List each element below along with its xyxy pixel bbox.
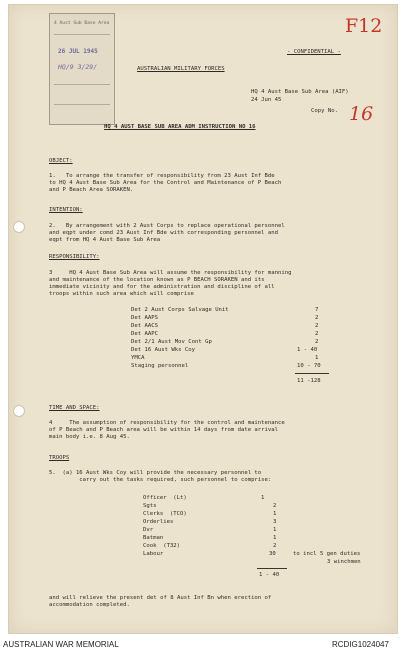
personnel-qty: 1 [261,495,265,501]
unit-qty: 2 [315,331,319,337]
archive-reference: RCDIG1024047 [332,640,389,649]
personnel-row: Clerks (TCO) [143,511,187,517]
personnel-qty: 3 [273,519,277,525]
stamp-ref: HQ/9 3/29/ [58,63,98,71]
copy-number: 16 [349,103,374,125]
stamp-org: 4 Aust Sub Base Area [54,21,110,26]
intention-line-3: eqpt from HQ 4 Aust Base Sub Area [49,237,161,243]
responsibility-line-1: 3 HQ 4 Aust Base Sub Area will assume the responsibility for manning [49,270,292,276]
personnel-qty: 1 [273,511,277,517]
responsibility-heading: RESPONSIBILITY: [49,254,100,260]
personnel-total: 1 - 40 [259,572,280,578]
responsibility-line-2: and maintenance of the location known as P BEACH SORAKEN and its [49,277,265,283]
unit-row: Det 2/1 Aust Mov Cont Gp [131,339,212,345]
archive-footer [0,637,403,653]
units-total-rule [295,373,329,374]
punch-hole-bottom [13,405,25,417]
hq-line: HQ 4 Aust Base Sub Area (AIF) [251,89,349,95]
stamp-date: 26 JUL 1945 [58,48,98,55]
unit-row: YMCA [131,355,145,361]
unit-qty: 1 [315,355,319,361]
issue-date: 24 Jun 45 [251,97,282,103]
personnel-note: to incl 5 gen duties [293,551,361,557]
responsibility-line-4: troops within such area which will comprise [49,291,194,297]
copy-label: Copy No. [311,108,338,114]
unit-row: Det AACS [131,323,158,329]
instruction-title: HQ 4 AUST BASE SUB AREA ADM INSTRUCTION NO 16 [104,124,256,130]
unit-row: Det AAPC [131,331,158,337]
personnel-row: Dvr [143,527,154,533]
time-space-heading: TIME AND SPACE: [49,405,100,411]
personnel-row: Cook (T32) [143,543,181,549]
personnel-qty: 30 [269,551,276,557]
object-heading: OBJECT: [49,158,73,164]
classification: - CONFIDENTIAL - [287,49,341,55]
time-line-2: of P Beach and P Beach area will be within 14 days from date arrival [49,427,279,433]
troops-heading: TROOPS [49,455,70,461]
units-total: 11 -128 [297,378,321,384]
intention-line-2: and eqpt under comd 23 Aust Inf Bde with corresponding personnel and [49,230,279,236]
punch-hole-top [13,221,25,233]
unit-row: Staging personnel [131,363,189,369]
personnel-row: Officer (Lt) [143,495,187,501]
personnel-row: Batman [143,535,164,541]
personnel-row: Labour [143,551,164,557]
archive-name: AUSTRALIAN WAR MEMORIAL [3,640,119,649]
unit-row: Det AAPS [131,315,158,321]
folio-mark: F12 [345,15,383,37]
unit-qty: 10 - 70 [297,363,321,369]
personnel-qty: 1 [273,535,277,541]
unit-row: Det 16 Aust Wks Coy [131,347,195,353]
intention-heading: INTENTION: [49,207,83,213]
unit-qty: 7 [315,307,319,313]
time-line-3: main body i.e. 8 Aug 45. [49,434,130,440]
troops-line-2: carry out the tasks required, such personnel to comprise: [49,477,272,483]
personnel-row: Sgts [143,503,157,509]
organisation-heading: AUSTRALIAN MILITARY FORCES [137,66,225,72]
closing-line-1: and will relieve the present det of 8 Aust Inf Bn when erection of [49,595,272,601]
personnel-qty: 2 [273,543,277,549]
object-line-3: and P Beach Area SORAKEN. [49,187,134,193]
document-page [8,4,398,634]
personnel-row: Orderlies [143,519,174,525]
unit-qty: 2 [315,323,319,329]
personnel-qty: 2 [273,503,277,509]
unit-qty: 2 [315,315,319,321]
time-line-1: 4 The assumption of responsibility for the control and maintenance [49,420,285,426]
object-line-2: to HQ 4 Aust Base Sub Area for the Control and Maintenance of P Beach [49,180,282,186]
unit-qty: 2 [315,339,319,345]
personnel-total-rule [257,568,287,569]
personnel-qty: 1 [273,527,277,533]
object-line-1: 1. To arrange the transfer of responsibility from 23 Aust Inf Bde [49,173,275,179]
personnel-note-2: 3 winchmen [327,559,361,565]
registry-stamp [49,13,115,125]
responsibility-line-3: immediate vicinity and for the administration and discipline of all [49,284,275,290]
unit-row: Det 2 Aust Corps Salvage Unit [131,307,229,313]
unit-qty: 1 - 40 [297,347,318,353]
closing-line-2: accommodation completed. [49,602,130,608]
intention-line-1: 2. By arrangement with 2 Aust Corps to replace operational personnel [49,223,285,229]
troops-line-1: 5. (a) 16 Aust Wks Coy will provide the necessary personnel to [49,470,262,476]
